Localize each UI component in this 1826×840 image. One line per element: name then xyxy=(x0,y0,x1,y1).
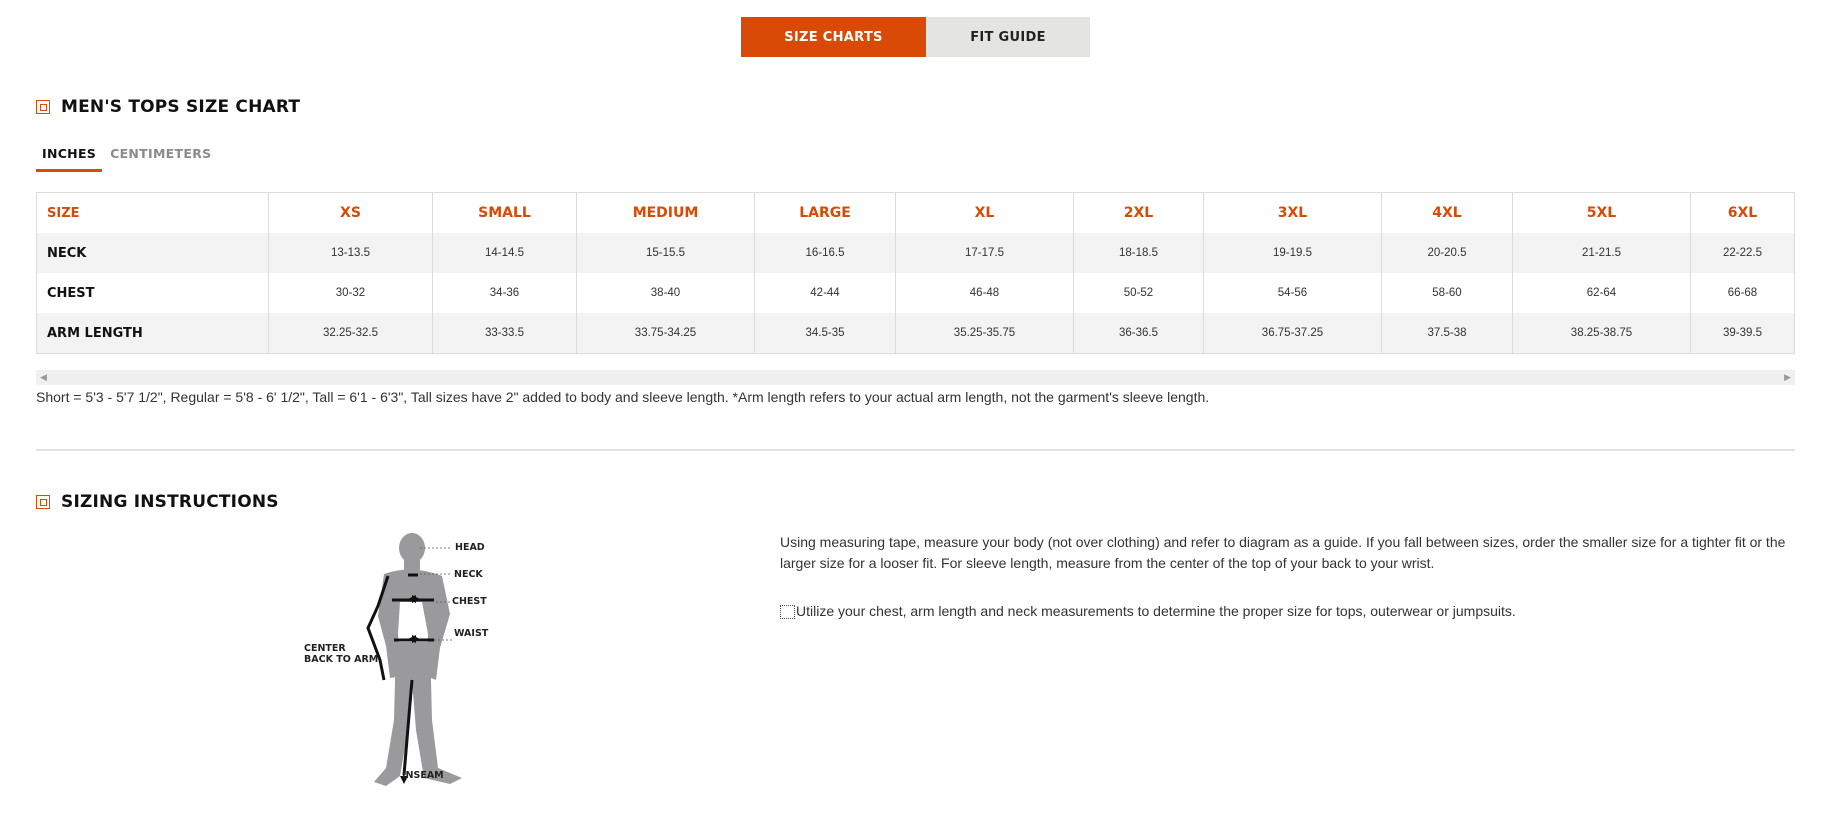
label-neck: NECK xyxy=(454,569,483,580)
table-cell: 16-16.5 xyxy=(755,233,896,273)
row-label: ARM LENGTH xyxy=(37,313,269,354)
header-cell: SIZE xyxy=(37,193,269,234)
size-chart-title: MEN'S TOPS SIZE CHART xyxy=(61,97,301,117)
table-cell: 30-32 xyxy=(269,273,433,313)
size-table xyxy=(36,192,1795,354)
sizing-tip-text: Utilize your chest, arm length and neck measurements to determine the proper size for tops, outerwear or jumpsuits. xyxy=(796,603,1516,619)
header-cell: XL xyxy=(896,193,1074,234)
label-waist: WAIST xyxy=(454,628,489,639)
table-cell: 66-68 xyxy=(1691,273,1795,313)
tab-fit-guide[interactable]: FIT GUIDE xyxy=(926,17,1090,57)
table-cell: 32.25-32.5 xyxy=(269,313,433,354)
expand-icon[interactable] xyxy=(36,100,50,114)
table-cell: 42-44 xyxy=(755,273,896,313)
sizing-instructions-header[interactable] xyxy=(36,492,279,512)
table-cell: 21-21.5 xyxy=(1513,233,1691,273)
table-cell: 37.5-38 xyxy=(1382,313,1513,354)
row-label: NECK xyxy=(37,233,269,273)
table-cell: 38.25-38.75 xyxy=(1513,313,1691,354)
header-cell: 6XL xyxy=(1691,193,1795,234)
table-cell: 14-14.5 xyxy=(433,233,577,273)
table-cell: 54-56 xyxy=(1204,273,1382,313)
table-cell: 15-15.5 xyxy=(577,233,755,273)
chart-tabs xyxy=(741,17,1090,57)
row-label: CHEST xyxy=(37,273,269,313)
table-cell: 34-36 xyxy=(433,273,577,313)
label-center-back-2: BACK TO ARM xyxy=(304,654,379,665)
table-cell: 20-20.5 xyxy=(1382,233,1513,273)
table-cell: 36-36.5 xyxy=(1074,313,1204,354)
table-cell: 22-22.5 xyxy=(1691,233,1795,273)
header-cell: 2XL xyxy=(1074,193,1204,234)
size-chart-header[interactable] xyxy=(36,97,300,117)
table-cell: 17-17.5 xyxy=(896,233,1074,273)
header-cell: SMALL xyxy=(433,193,577,234)
scroll-right-icon[interactable]: ▶ xyxy=(1784,372,1791,382)
header-cell: 5XL xyxy=(1513,193,1691,234)
sizing-paragraph: Using measuring tape, measure your body (not over clothing) and refer to diagram as a guide. If you fall between sizes, order the smaller size for a tighter fit or the larger size for a looser fit. For sleeve length, measure from the center of the top of your back to your wrist. xyxy=(780,534,1786,571)
table-scrollbar[interactable] xyxy=(36,370,1795,385)
table-row xyxy=(37,273,1795,313)
table-cell: 38-40 xyxy=(577,273,755,313)
header-cell: 3XL xyxy=(1204,193,1382,234)
tab-centimeters[interactable]: CENTIMETERS xyxy=(110,146,212,161)
table-cell: 39-39.5 xyxy=(1691,313,1795,354)
table-cell: 33.75-34.25 xyxy=(577,313,755,354)
table-row xyxy=(37,313,1795,354)
tab-inches[interactable]: INCHES xyxy=(36,144,102,172)
label-chest: CHEST xyxy=(452,596,487,607)
table-header-row xyxy=(37,193,1795,234)
table-cell: 36.75-37.25 xyxy=(1204,313,1382,354)
table-cell: 33-33.5 xyxy=(433,313,577,354)
label-head: HEAD xyxy=(455,542,485,553)
table-cell: 62-64 xyxy=(1513,273,1691,313)
broken-image-icon xyxy=(780,605,795,619)
table-cell: 50-52 xyxy=(1074,273,1204,313)
scroll-left-icon[interactable]: ◀ xyxy=(40,372,47,382)
header-cell: LARGE xyxy=(755,193,896,234)
unit-tabs xyxy=(36,144,219,172)
label-inseam: INSEAM xyxy=(402,770,444,781)
table-cell: 58-60 xyxy=(1382,273,1513,313)
table-cell: 13-13.5 xyxy=(269,233,433,273)
table-cell: 46-48 xyxy=(896,273,1074,313)
table-cell: 34.5-35 xyxy=(755,313,896,354)
header-cell: XS xyxy=(269,193,433,234)
table-cell: 19-19.5 xyxy=(1204,233,1382,273)
expand-icon[interactable] xyxy=(36,495,50,509)
section-divider xyxy=(36,449,1795,451)
header-cell: 4XL xyxy=(1382,193,1513,234)
sizing-instructions-title: SIZING INSTRUCTIONS xyxy=(61,492,279,512)
measurement-diagram xyxy=(300,530,490,790)
label-center-back-1: CENTER xyxy=(304,643,346,654)
sizing-tip xyxy=(780,601,1800,622)
table-row xyxy=(37,233,1795,273)
header-cell: MEDIUM xyxy=(577,193,755,234)
table-cell: 35.25-35.75 xyxy=(896,313,1074,354)
tab-size-charts[interactable]: SIZE CHARTS xyxy=(741,17,926,57)
size-note: Short = 5'3 - 5'7 1/2", Regular = 5'8 - 6' 1/2", Tall = 6'1 - 6'3", Tall sizes have 2" added to body and sleeve length. *Arm length refers to your actual arm length, not the garment's sleeve length. xyxy=(36,389,1210,405)
table-cell: 18-18.5 xyxy=(1074,233,1204,273)
